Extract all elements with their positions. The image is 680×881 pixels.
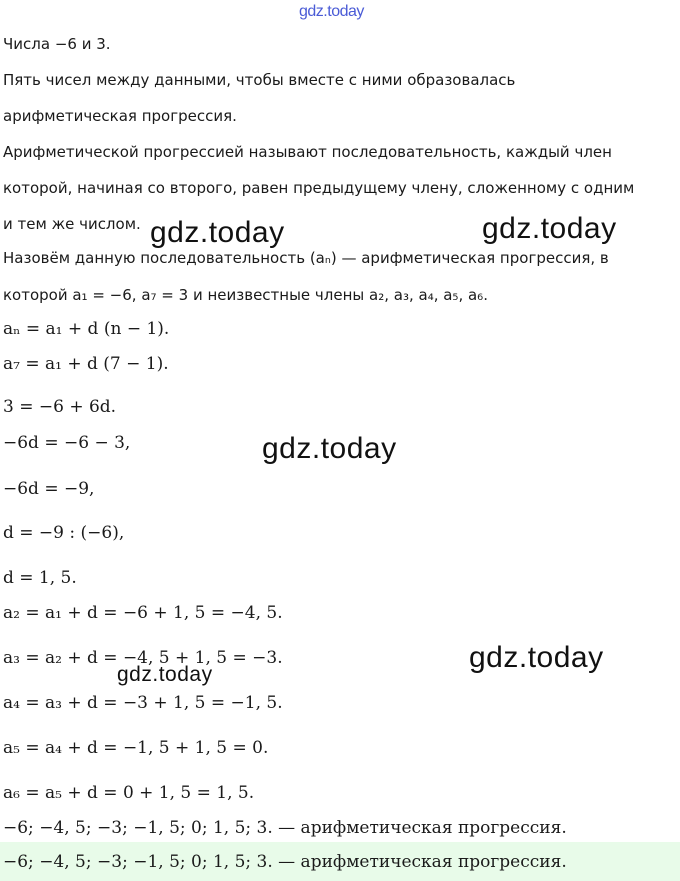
watermark: gdz.today [150,216,285,249]
sequence-summary: −6; −4, 5; −3; −1, 5; 0; 1, 5; 3. — арифметическая прогрессия. [3,818,567,838]
equation-step-3: −6d = −9, [3,479,95,499]
answer-box [0,842,680,881]
formula-general: aₙ = a₁ + d (n − 1). [3,319,170,339]
watermark-top: gdz.today [299,3,364,20]
definition-line-2: которой, начиная со второго, равен предыдущему члену, сложенному с одним [3,179,635,197]
term-a3: a₃ = a₂ + d = −4, 5 + 1, 5 = −3. [3,648,283,668]
difference-result: d = 1, 5. [3,568,77,588]
equation-step-2: −6d = −6 − 3, [3,433,131,453]
watermark: gdz.today [482,212,617,245]
equation-step-1: 3 = −6 + 6d. [3,397,117,417]
answer-text: −6; −4, 5; −3; −1, 5; 0; 1, 5; 3. — арифметическая прогрессия. [3,852,567,872]
given-numbers: Числа −6 и 3. [3,35,111,53]
watermark: gdz.today [262,432,397,465]
term-a6: a₆ = a₅ + d = 0 + 1, 5 = 1, 5. [3,783,255,803]
watermark: gdz.today [117,663,213,686]
task-line-1: Пять чисел между данными, чтобы вместе с ними образовалась [3,71,516,89]
term-a5: a₅ = a₄ + d = −1, 5 + 1, 5 = 0. [3,738,269,758]
naming-line-2: которой a₁ = −6, a₇ = 3 и неизвестные члены a₂, a₃, a₄, a₅, a₆. [3,286,488,304]
definition-line-1: Арифметической прогрессией называют последовательность, каждый член [3,143,612,161]
naming-line-1: Назовём данную последовательность (aₙ) — арифметическая прогрессия, в [3,249,609,267]
watermark: gdz.today [469,641,604,674]
term-a2: a₂ = a₁ + d = −6 + 1, 5 = −4, 5. [3,603,283,623]
task-line-2: арифметическая прогрессия. [3,107,237,125]
term-a4: a₄ = a₃ + d = −3 + 1, 5 = −1, 5. [3,693,283,713]
equation-step-4: d = −9 : (−6), [3,523,125,543]
formula-a7: a₇ = a₁ + d (7 − 1). [3,354,169,374]
definition-line-3: и тем же числом. [3,215,141,233]
